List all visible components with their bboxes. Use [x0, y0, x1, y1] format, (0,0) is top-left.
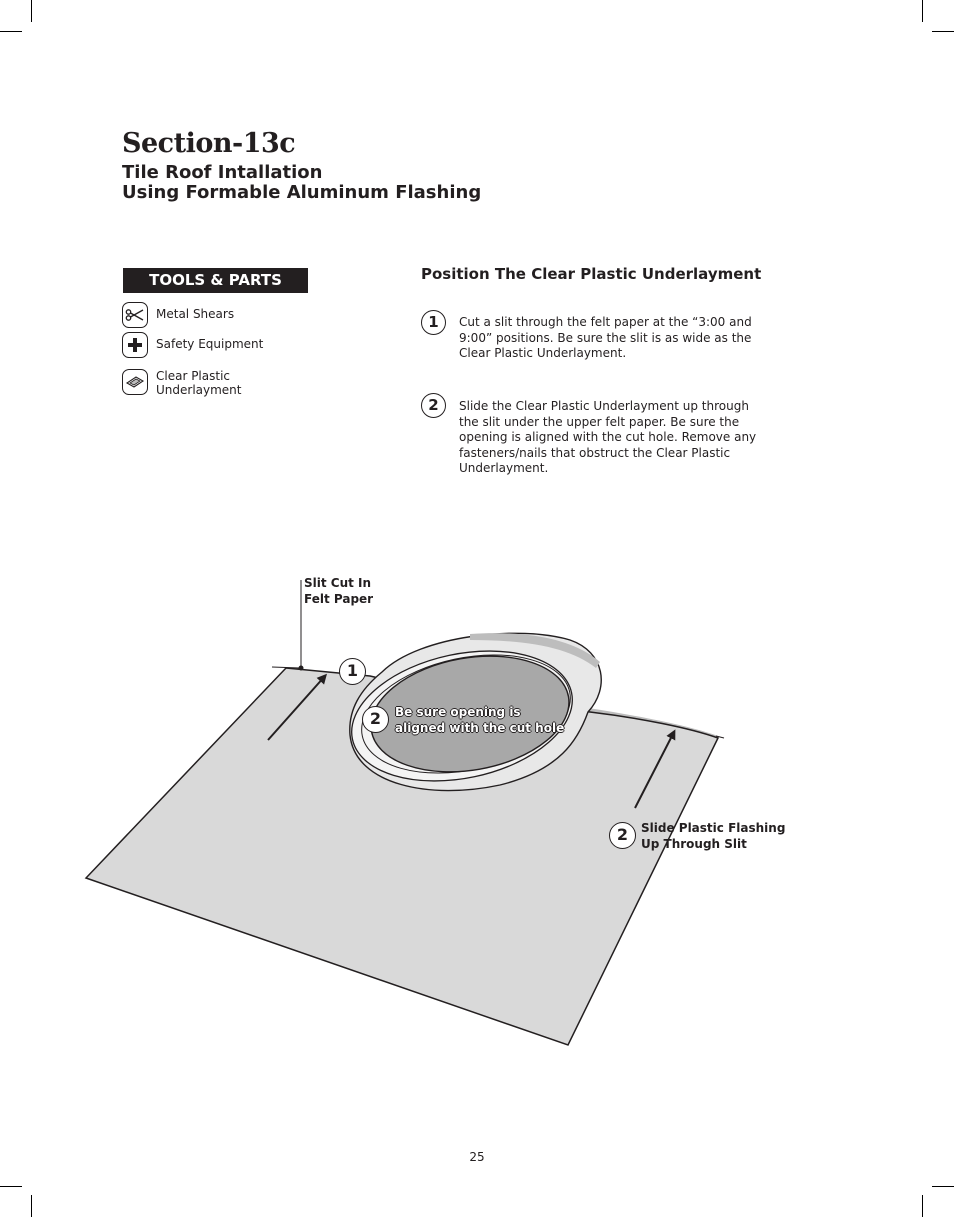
step-2-badge: 2	[362, 706, 389, 733]
subtitle-line: Tile Roof Intallation	[122, 162, 323, 183]
tool-label: Clear Plastic Underlayment	[156, 369, 242, 397]
tool-label: Metal Shears	[156, 307, 235, 321]
step-text: Slide the Clear Plastic Underlayment up through the slit under the upper felt paper. Be sure the opening is aligned with the cut hole. Remove any fasteners/nails that obstruct the Clear Plastic Underlayment.	[459, 399, 757, 475]
step-number: 2	[421, 393, 446, 418]
instructions-heading: Position The Clear Plastic Underlayment	[421, 265, 762, 283]
callout-line: Slit Cut In	[304, 576, 372, 590]
page-title: Section-13c	[122, 128, 296, 159]
slide-callout	[641, 820, 785, 852]
step-1-badge: 1	[339, 658, 366, 685]
step-number: 1	[421, 310, 446, 335]
callout-line: aligned with the cut hole	[395, 721, 565, 735]
step-text: Cut a slit through the felt paper at the “3:00 and 9:00” positions. Be sure the slit is as wide as the Clear Plastic Underlayment.	[459, 315, 752, 360]
slit-callout	[304, 575, 373, 607]
align-callout	[395, 704, 564, 736]
step-2-badge: 2	[609, 822, 636, 849]
page-number: 25	[469, 1150, 485, 1164]
callout-line: Up Through Slit	[641, 837, 747, 851]
callout-line: Felt Paper	[304, 592, 374, 606]
tool-label: Safety Equipment	[156, 337, 264, 351]
subtitle-line: Using Formable Aluminum Flashing	[122, 182, 482, 203]
callout-line: Be sure opening is	[395, 705, 521, 719]
tools-parts-heading: TOOLS & PARTS	[123, 268, 308, 293]
callout-line: Slide Plastic Flashing	[641, 821, 786, 835]
